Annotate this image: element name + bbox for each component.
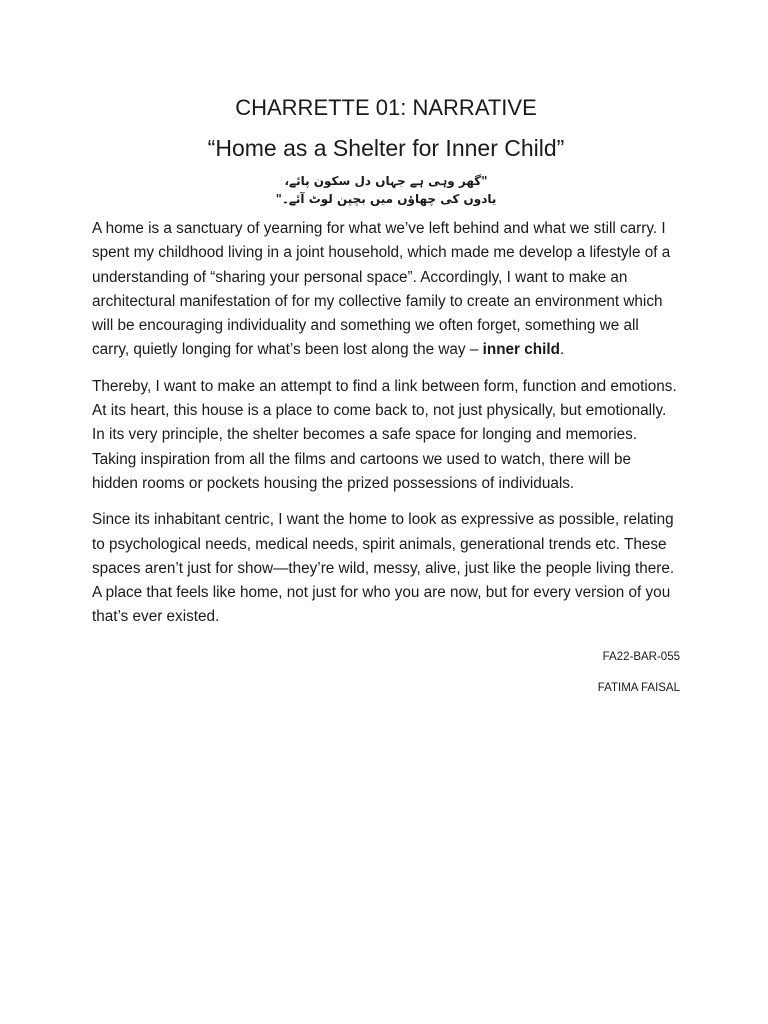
paragraph-1 xyxy=(92,217,680,363)
couplet-line-2: یادوں کی چھاؤں میں بچپن لوٹ آئے۔" xyxy=(275,192,497,206)
page-title: CHARRETTE 01: NARRATIVE xyxy=(235,95,537,120)
paragraph-1-text: A home is a sanctuary of yearning for what we’ve left behind and what we still carry. I spent my childhood living in a joint household, which made me develop a lifestyle of a understanding of “sharing your personal space”. Accordingly, I want to make an architectural manifestation of for my collective family to create an environment which will be encouraging individuality and something we often forget, something we all carry, quietly longing for what’s been lost along the way – xyxy=(92,220,671,359)
paragraph-2: Thereby, I want to make an attempt to find a link between form, function and emotions. At its heart, this house is a place to come back to, not just physically, but emotionally. In its very principle, the shelter becomes a safe space for longing and memories. Taking inspiration from all the films and cartoons we used to watch, there will be hidden rooms or pockets housing the prized possessions of individuals. xyxy=(92,377,677,492)
student-id: FA22-BAR-055 xyxy=(602,650,680,663)
urdu-couplet xyxy=(92,172,680,208)
couplet-line-1: "گھر وہی ہے جہاں دل سکون پائے، xyxy=(284,174,488,188)
paragraph-3: Since its inhabitant centric, I want the home to look as expressive as possible, relating to psychological needs, medical needs, spirit animals, generational trends etc. These spaces aren’t just for show—they’re wild, messy, alive, just like the people living there. A place that feels like home, not just for who you are now, but for every version of you that’s ever existed. xyxy=(92,511,675,626)
paragraph-1-emphasis: inner child xyxy=(482,341,560,359)
page-subtitle: “Home as a Shelter for Inner Child” xyxy=(207,135,565,161)
paragraph-1-end: . xyxy=(559,341,565,359)
student-name: FATIMA FAISAL xyxy=(597,681,680,694)
